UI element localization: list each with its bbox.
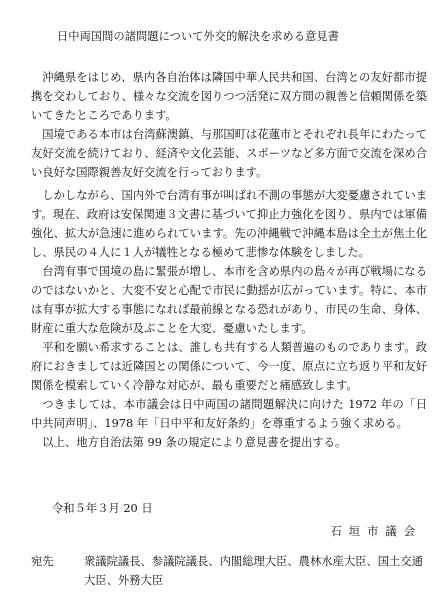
paragraph-5: 平和を願い希求することは、誰しも共有する人類普遍のものであります。政府におきましては近隣国との関係について、今一度、原点に立ち返り平和友好関係を模索していく冷静な対応が、最も重要だと痛感致します。 <box>31 341 427 392</box>
paragraph-4: 台湾有事で国境の島に緊張が増し、本市を含め県内の島々が再び戦場になるのではないかと、大変不安と心配で市民に動揺が広がっています。特に、本市は有事が拡大する事態になれば最前線となる恐れがあり、市民の生命、身体、財産に重大な危険が及ぶことを大変、憂慮いたします。 <box>31 265 427 335</box>
document-body <box>31 68 427 452</box>
signature: 石垣市議会 <box>330 525 422 538</box>
address-label: 宛先 <box>31 555 54 568</box>
paragraph-3: しかしながら、国内外で台湾有事が叫ばれ不測の事態が大変憂慮されています。現在、政府は安保関連３文書に基づいて抑止力強化を図り、県内では軍備強化、拡大が急速に進められています。先の沖縄戦で沖縄本島は全土が焦土化し、県民の４人に１人が犠牲となる極めて悲惨な体験をしました。 <box>31 189 427 259</box>
paragraph-1: 沖縄県をはじめ、県内各自治体は隣国中華人民共和国、台湾との友好都市提携を交わしており、様々な交流を図りつつ活発に双方間の親善と信頼関係を築いてきたところであります。 <box>31 71 427 122</box>
addressee-list: 衆議院議長、参議院議長、内閣総理大臣、農林水産大臣、国土交通大臣、外務大臣 <box>84 555 423 587</box>
document-title: 日中両国間の諸問題について外交的解決を求める意見書 <box>57 30 339 43</box>
document-date: 令和５年３月 20 日 <box>52 502 153 515</box>
paragraph-2: 国境である本市は台湾蘇澳鎮、与那国町は花蓮市とそれぞれ長年にわたって友好交流を続けており、経済や文化芸能、スポーツなど多方面で交流を深め合い良好な国際親善友好交流を行っております。 <box>31 128 427 179</box>
paragraph-6: つきましては、本市議会は日中両国の諸問題解決に向けた 1972 年の「日中共同声明」、1978 年「日中平和友好条約」を尊重するよう強く求める。 <box>31 398 427 430</box>
paragraph-7: 以上、地方自治法第 99 条の規定により意見書を提出する。 <box>42 436 347 449</box>
